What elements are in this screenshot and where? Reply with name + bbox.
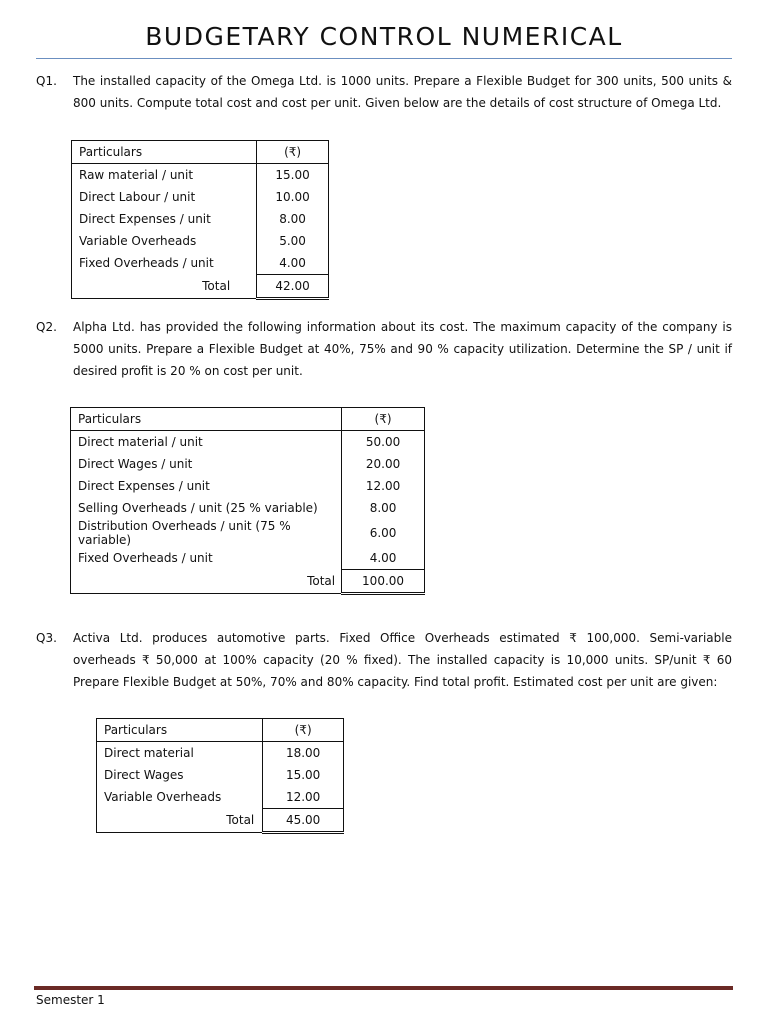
row-value: 15.00 xyxy=(257,164,329,187)
row-value: 20.00 xyxy=(342,453,425,475)
total-label: Total xyxy=(226,813,255,828)
total-row xyxy=(72,275,329,299)
total-row xyxy=(71,570,425,594)
footer-divider xyxy=(34,986,733,990)
cost-table-q1 xyxy=(71,140,329,300)
total-label: Total xyxy=(202,279,231,294)
total-row xyxy=(97,809,344,833)
row-label: Direct material / unit xyxy=(78,435,203,449)
table-row xyxy=(71,519,425,547)
total-label: Total xyxy=(307,574,336,589)
question-2 xyxy=(36,316,732,382)
row-label: Direct Expenses / unit xyxy=(78,479,210,493)
row-value: 12.00 xyxy=(342,475,425,497)
row-value: 4.00 xyxy=(342,547,425,570)
table-row xyxy=(71,475,425,497)
row-value: 10.00 xyxy=(257,186,329,208)
page-title: BUDGETARY CONTROL NUMERICAL xyxy=(145,22,623,51)
row-value: 50.00 xyxy=(342,431,425,454)
row-value: 6.00 xyxy=(342,519,425,547)
row-label: Distribution Overheads / unit (75 % variable) xyxy=(78,519,291,547)
header-amount: (₹) xyxy=(263,719,344,742)
table-row xyxy=(71,547,425,570)
header-particulars: Particulars xyxy=(72,141,257,164)
total-value: 45.00 xyxy=(263,809,344,833)
question-text: Activa Ltd. produces automotive parts. Fixed Office Overheads estimated ₹ 100,000. Semi-variable overheads ₹ 50,000 at 100% capacity (20 % fixed). The installed capacity is 10,000 units. SP/unit ₹ 60 Prepare Flexible Budget at 50%, 70% and 80% capacity. Find total profit. Estimated cost per unit are given: xyxy=(73,631,732,689)
table-row xyxy=(97,742,344,765)
row-value: 4.00 xyxy=(257,252,329,275)
row-label: Direct Wages xyxy=(104,768,184,782)
row-value: 18.00 xyxy=(263,742,344,765)
table-row xyxy=(71,453,425,475)
row-label: Raw material / unit xyxy=(79,168,194,182)
row-label: Variable Overheads xyxy=(79,234,197,248)
row-label: Selling Overheads / unit (25 % variable) xyxy=(78,501,318,515)
row-label: Fixed Overheads / unit xyxy=(79,256,214,271)
title-divider xyxy=(36,58,732,59)
total-value: 100.00 xyxy=(342,570,425,594)
question-3 xyxy=(36,627,732,693)
table-row xyxy=(97,786,344,809)
row-value: 5.00 xyxy=(257,230,329,252)
question-1 xyxy=(36,70,732,114)
table-row xyxy=(72,230,329,252)
question-text: The installed capacity of the Omega Ltd. is 1000 units. Prepare a Flexible Budget for 300 units, 500 units & 800 units. Compute total cost and cost per unit. Given below are the details of cost structure of Omega Ltd. xyxy=(73,74,732,110)
row-label: Direct Expenses / unit xyxy=(79,212,211,226)
row-value: 8.00 xyxy=(257,208,329,230)
question-number: Q1. xyxy=(36,74,57,88)
row-label: Direct Labour / unit xyxy=(79,190,196,204)
row-value: 8.00 xyxy=(342,497,425,519)
table-row xyxy=(72,208,329,230)
row-label: Variable Overheads xyxy=(104,790,222,805)
cost-table-q3 xyxy=(96,718,344,834)
row-label: Fixed Overheads / unit xyxy=(78,551,213,566)
table-row xyxy=(72,186,329,208)
footer-text: Semester 1 xyxy=(36,993,105,1007)
row-value: 15.00 xyxy=(263,764,344,786)
question-number: Q2. xyxy=(36,320,57,334)
table-row xyxy=(71,431,425,454)
row-label: Direct material xyxy=(104,746,194,760)
header-amount: (₹) xyxy=(257,141,329,164)
table-row xyxy=(72,164,329,187)
total-value: 42.00 xyxy=(257,275,329,299)
table-row xyxy=(71,497,425,519)
question-text: Alpha Ltd. has provided the following information about its cost. The maximum capacity of the company is 5000 units. Prepare a Flexible Budget at 40%, 75% and 90 % capacity utilization. Determine the SP / unit if desired profit is 20 % on cost per unit. xyxy=(73,320,732,378)
question-number: Q3. xyxy=(36,631,57,645)
header-particulars: Particulars xyxy=(97,719,263,742)
row-label: Direct Wages / unit xyxy=(78,457,193,471)
header-particulars: Particulars xyxy=(71,408,342,431)
cost-table-q2 xyxy=(70,407,425,595)
table-row xyxy=(97,764,344,786)
table-row xyxy=(72,252,329,275)
header-amount: (₹) xyxy=(342,408,425,431)
row-value: 12.00 xyxy=(263,786,344,809)
